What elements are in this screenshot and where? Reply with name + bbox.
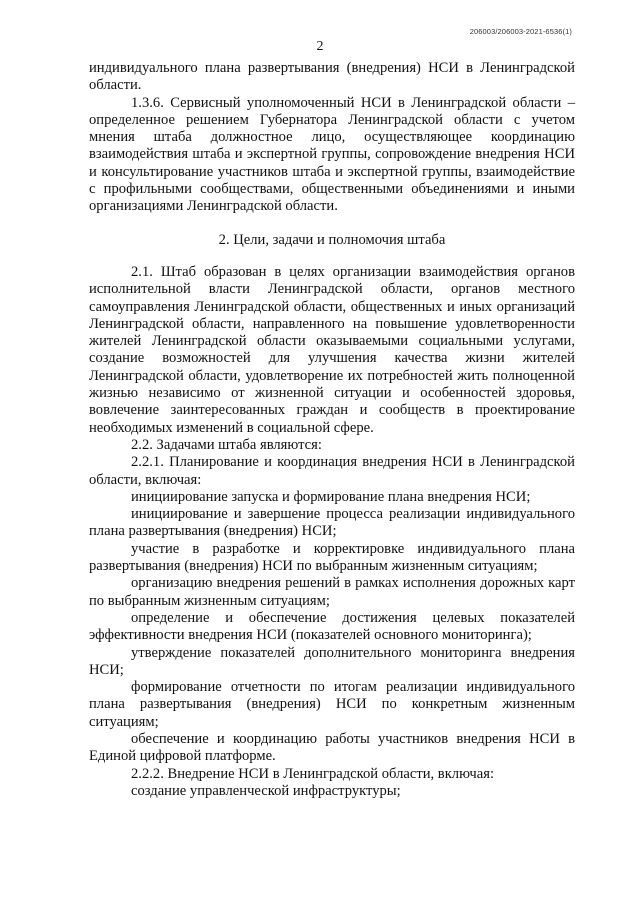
list-item: определение и обеспечение достижения целевых показателей эффективности внедрения НСИ (показателей основного мониторинга);: [89, 609, 575, 644]
list-item: инициирование и завершение процесса реализации индивидуального плана развертывания (внедрения) НСИ;: [89, 506, 575, 540]
paragraph-2-1: 2.1. Штаб образован в целях организации взаимодействия органов исполнительной власти Ленинградской области, органов местного самоуправления Ленинградской области, общественных и иных организаций Ленинградской области, направленного на повышение удовлетворенности жителей Ленинградской области оказываемыми социальными услугами, создание возможностей для улучшения качества жизни жителей Ленинградской области, удовлетворение их потребностей жить полноценной жизнью независимо от жизненной ситуации и особенностей здоровья, вовлечение заинтересованных граждан и сообществ в проектирование необходимых изменений в социальной сфере.: [89, 263, 575, 436]
paragraph-2-2-1: 2.2.1. Планирование и координация внедрения НСИ в Ленинградской области, включая:: [89, 454, 575, 488]
list-item: инициирование запуска и формирование плана внедрения НСИ;: [131, 488, 531, 505]
document-body: [89, 60, 575, 800]
paragraph-continuation: индивидуального плана развертывания (внедрения) НСИ в Ленинградской области.: [89, 60, 575, 94]
paragraph-1-3-6: 1.3.6. Сервисный уполномоченный НСИ в Ленинградской области – определенное решением Губернатора Ленинградской области с учетом мнения штаба должностное лицо, осуществляющее координацию взаимодействия штаба и экспертной группы, сопровождение внедрения НСИ и консультирование участников штаба и экспертной группы, взаимодействие с профильными сообществами, общественными объединениями и иными организациями Ленинградской области.: [89, 94, 575, 215]
list-item: создание управленческой инфраструктуры;: [131, 782, 401, 799]
list-item: организацию внедрения решений в рамках исполнения дорожных карт по выбранным жизненным ситуациям;: [89, 575, 575, 609]
document-registration-code: 206003/206003-2021-6536(1): [469, 27, 572, 36]
list-item: обеспечение и координацию работы участников внедрения НСИ в Единой цифровой платформе.: [89, 730, 575, 765]
list-item: участие в разработке и корректировке индивидуального плана развертывания (внедрения) НСИ по выбранным жизненным ситуациям;: [89, 540, 575, 575]
paragraph-2-2: 2.2. Задачами штаба являются:: [131, 436, 322, 453]
page-number: 2: [316, 39, 324, 54]
list-item: утверждение показателей дополнительного мониторинга внедрения НСИ;: [89, 644, 575, 678]
paragraph-2-2-2: 2.2.2. Внедрение НСИ в Ленинградской области, включая:: [131, 765, 495, 782]
list-item: формирование отчетности по итогам реализации индивидуального плана развертывания (внедрения) НСИ по конкретным жизненным ситуациям;: [89, 679, 575, 730]
section-heading: 2. Цели, задачи и полномочия штаба: [218, 231, 446, 248]
